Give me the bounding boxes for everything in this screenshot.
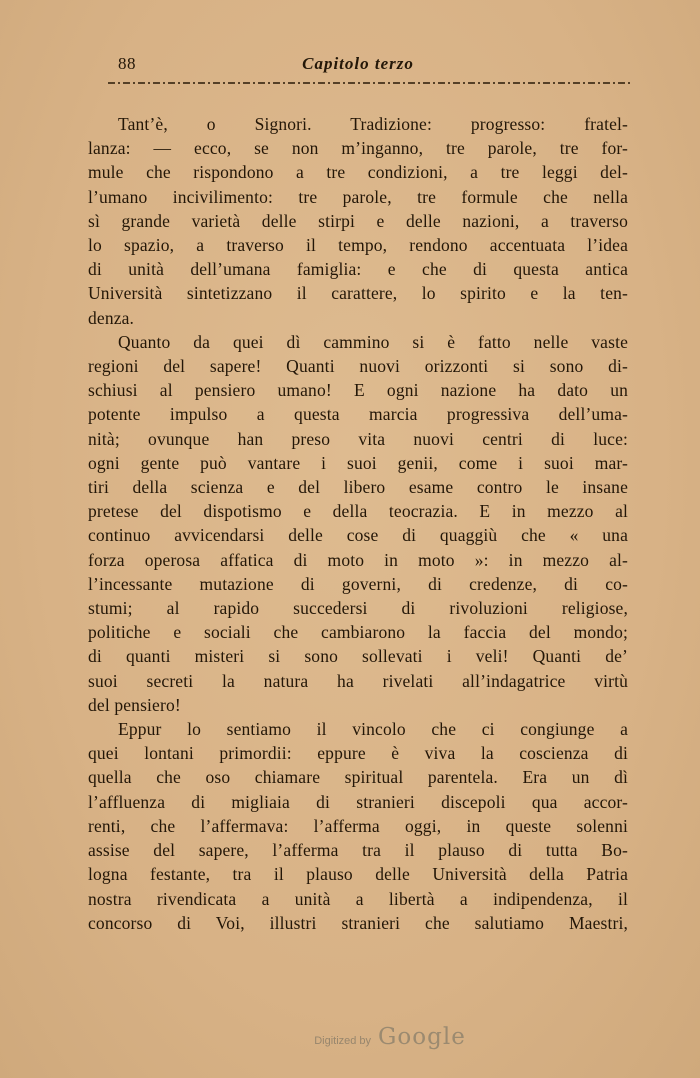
text-line: schiusi al pensiero umano! E ogni nazione ha dato un bbox=[88, 380, 628, 401]
page-number: 88 bbox=[118, 54, 136, 73]
text-line: del pensiero! bbox=[88, 694, 181, 715]
text-line: Università sintetizzano il carattere, lo spirito e la ten- bbox=[88, 283, 628, 304]
text-line: continuo avvicendarsi delle cose di quaggiù che « una bbox=[88, 525, 628, 546]
text-line: nità; ovunque han preso vita nuovi centri di luce: bbox=[88, 428, 628, 449]
text-line: nostra rivendicata a unità a libertà a indipendenza, il bbox=[88, 888, 628, 909]
text-line: quei lontani primordii: eppure è viva la coscienza di bbox=[88, 743, 628, 764]
text-line: lo spazio, a traverso il tempo, rendono accentuata l’idea bbox=[88, 235, 628, 256]
text-line: concorso di Voi, illustri stranieri che salutiamo Maestri, bbox=[88, 912, 628, 933]
text-line: pretese del dispotismo e della teocrazia. E in mezzo al bbox=[88, 501, 628, 522]
text-line: sì grande varietà delle stirpi e delle nazioni, a traverso bbox=[88, 210, 628, 231]
text-line: suoi secreti la natura ha rivelati all’indagatrice virtù bbox=[88, 670, 628, 691]
text-line: potente impulso a questa marcia progressiva dell’uma- bbox=[88, 404, 628, 425]
page-header bbox=[0, 54, 700, 78]
text-line: Eppur lo sentiamo il vincolo che ci congiunge a bbox=[118, 719, 628, 740]
google-watermark-logo: Google bbox=[378, 1024, 466, 1050]
text-line: forza operosa affatica di moto in moto »: in mezzo al- bbox=[88, 549, 628, 570]
text-line: di quanti misteri si sono sollevati i veli! Quanti de’ bbox=[88, 646, 628, 667]
text-line: denza. bbox=[88, 307, 135, 328]
text-line: assise del sapere, l’afferma tra il plauso di tutta Bo- bbox=[88, 840, 628, 861]
text-line: lanza: — ecco, se non m’inganno, tre parole, tre for- bbox=[88, 138, 628, 159]
text-line: l’incessante mutazione di governi, di credenze, di co- bbox=[88, 573, 628, 594]
footer-watermark bbox=[120, 1024, 660, 1050]
text-line: tiri della scienza e del libero esame contro le insane bbox=[88, 477, 628, 498]
header-rule bbox=[108, 82, 630, 84]
text-line: l’affluenza di migliaia di stranieri discepoli qua accor- bbox=[88, 791, 628, 812]
text-line: l’umano incivilimento: tre parole, tre formule che nella bbox=[88, 186, 628, 207]
digitized-by-label: Digitized by bbox=[314, 1035, 372, 1047]
text-line: renti, che l’affermava: l’afferma oggi, in queste solenni bbox=[88, 815, 628, 836]
text-line: logna festante, tra il plauso delle Università della Patria bbox=[88, 864, 628, 885]
text-line: regioni del sapere! Quanti nuovi orizzonti si sono di- bbox=[88, 356, 628, 377]
text-line: di unità dell’umana famiglia: e che di questa antica bbox=[88, 259, 628, 280]
text-line: politiche e sociali che cambiarono la faccia del mondo; bbox=[88, 622, 628, 643]
text-line: quella che oso chiamare spiritual parentela. Era un dì bbox=[88, 767, 628, 788]
text-line: ogni gente può vantare i suoi genii, come i suoi mar- bbox=[88, 452, 628, 473]
text-line: mule che rispondono a tre condizioni, a tre leggi del- bbox=[88, 162, 628, 183]
text-line: Tant’è, o Signori. Tradizione: progresso: fratel- bbox=[118, 114, 628, 134]
text-line: stumi; al rapido succedersi di rivoluzioni religiose, bbox=[88, 598, 628, 619]
text-line: Quanto da quei dì cammino si è fatto nelle vaste bbox=[118, 331, 628, 352]
chapter-title: Capitolo terzo bbox=[302, 54, 414, 73]
text-block bbox=[88, 112, 628, 935]
